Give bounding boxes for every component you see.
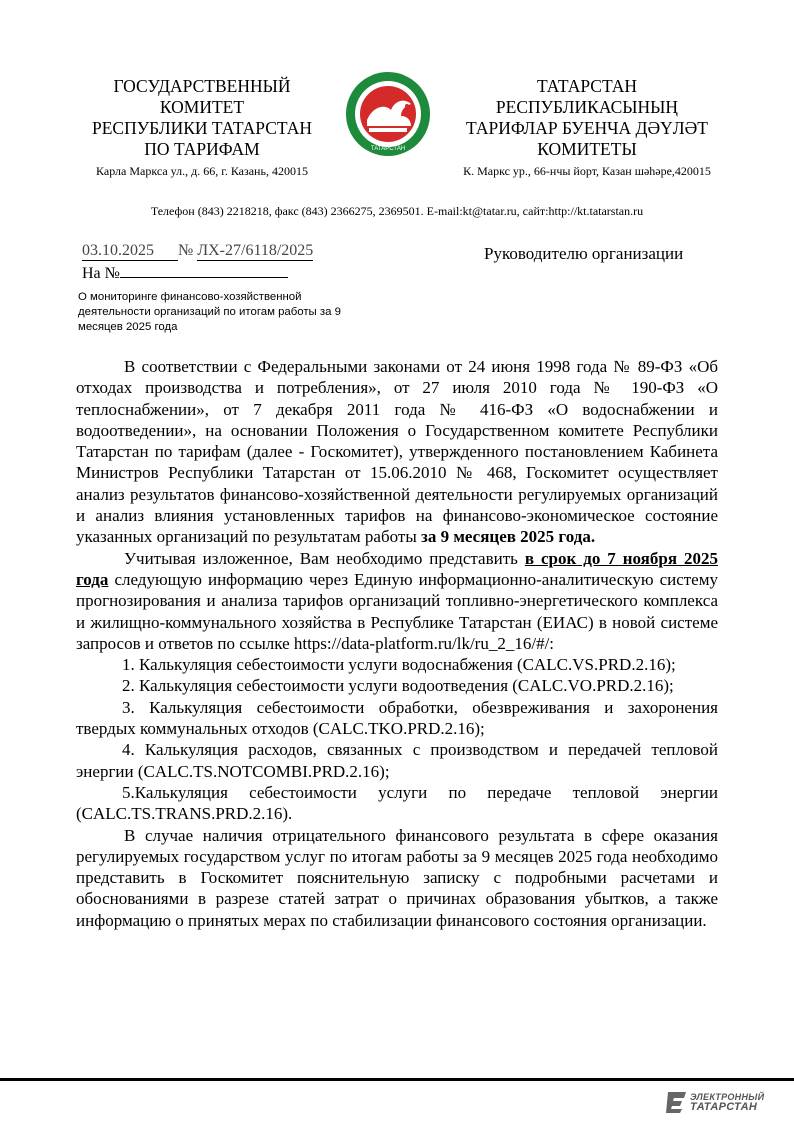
addressee: Руководителю организации (484, 244, 684, 263)
letter-subject: О мониторинге финансово-хозяйственной деятельности организаций по итогам работы за 9 месяцев 2025 года (78, 291, 341, 333)
org-name-line: КОМИТЕТЫ (537, 139, 637, 159)
electronic-tatarstan-logo (664, 1089, 774, 1115)
reference-blank (120, 263, 288, 278)
org-name-line: РЕСПУБЛИКИ ТАТАРСТАН (91, 118, 312, 138)
reference-line (82, 263, 288, 283)
list-item: 4. Калькуляция расходов, связанных с производством и передачей тепловой энергии (CALC.TS.NOTCOMBI.PRD.2.16); (76, 740, 718, 781)
org-name-line: РЕСПУБЛИКАСЫНЫҢ (495, 97, 679, 117)
registration-line (82, 242, 313, 261)
deadline-emphasis: в срок до 7 ноября 2025 года (76, 548, 718, 589)
contact-line: Телефон (843) 2218218, факс (843) 2366275, 2369501. E-mail:kt@tatar.ru, сайт:http://kt.tatarstan.ru (150, 204, 644, 218)
paragraph-request: Учитывая изложенное, Вам необходимо представить в срок до 7 ноября 2025 года следующую информацию через Единую информационно-аналитическую систему прогнозирования и анализа тарифов организаций топливно-энергетического комплекса и жилищно-коммунального хозяйства в Республике Татарстан (ЕИАС) в новой системе запросов и ответов по ссылке https://data-platform.ru/lk/ru_2_16/#/: (76, 548, 718, 653)
registration-date: 03.10.2025 (82, 242, 178, 261)
org-name-tatar (440, 76, 734, 178)
org-name-line: ТАТАРСТАН (536, 76, 638, 96)
reference-label: На № (82, 265, 120, 282)
registration-number-prefix: № (178, 242, 198, 259)
paragraph-legal-basis: В соответствии с Федеральными законами от 24 июня 1998 года № 89-ФЗ «Об отходах производства и потребления», от 27 июля 2010 года № 190-ФЗ «О теплоснабжении», от 7 декабря 2011 года № 416-ФЗ «О водоснабжении и водоотведении», на основании Положения о Государственном комитете Республики Татарстан по тарифам (далее - Госкомитет), утвержденного постановлением Кабинета Министров Республики Татарстан от 15.06.2010 № 468, Госкомитет осуществляет анализ результатов финансово-хозяйственной деятельности регулируемых организаций и анализ влияния установленных тарифов на финансово-экономическое состояние указанных организаций по результатам работы за 9 месяцев 2025 года. (76, 357, 718, 547)
org-address-russian: Карла Маркса ул., д. 66, г. Казань, 420015 (96, 164, 308, 178)
letter-body (76, 356, 718, 931)
tatarstan-emblem-icon (345, 70, 431, 158)
org-name-line: ТАРИФЛАР БУЕНЧА ДӘҮЛӘТ (466, 118, 708, 138)
logo-line: ТАТАРСТАН (690, 1101, 758, 1113)
org-name-line: ГОСУДАРСТВЕННЫЙ (113, 76, 291, 96)
list-item: 1. Калькуляция себестоимости услуги водоснабжения (CALC.VS.PRD.2.16); (122, 655, 676, 675)
e-tatarstan-mark-icon (664, 1090, 688, 1114)
footer-divider (0, 1078, 794, 1081)
paragraph-negative-result: В случае наличия отрицательного финансового результата в сфере оказания регулируемых государством услуг по итогам работы за 9 месяцев 2025 года необходимо представить в Госкомитет пояснительную записку с подробными расчетами и обоснованиями в разрезе статей затрат о причинах образования убытков, а также информацию о принятых мерах по стабилизации финансового состояния организации. (76, 825, 718, 930)
list-item: 3. Калькуляция себестоимости обработки, обезвреживания и захоронения твердых коммунальных отходов (CALC.TKO.PRD.2.16); (76, 697, 718, 739)
list-item: 2. Калькуляция себестоимости услуги водоотведения (CALC.VO.PRD.2.16); (122, 676, 674, 696)
org-address-tatar: К. Маркс ур., 66-нчы йорт, Казан шәһәре,420015 (463, 164, 711, 178)
org-name-russian (60, 76, 344, 178)
period-bold: за 9 месяцев 2025 года. (421, 527, 596, 547)
logo-line: ЭЛЕКТРОННЫЙ (690, 1092, 765, 1102)
registration-number: ЛХ-27/6118/2025 (197, 242, 314, 259)
org-name-line: ПО ТАРИФАМ (144, 139, 260, 159)
svg-text:ТАТАРСТАН: ТАТАРСТАН (370, 146, 406, 152)
list-item: 5.Калькуляция себестоимости услуги по передаче тепловой энергии (CALC.TS.TRANS.PRD.2.16). (76, 782, 718, 824)
org-name-line: КОМИТЕТ (159, 97, 245, 117)
